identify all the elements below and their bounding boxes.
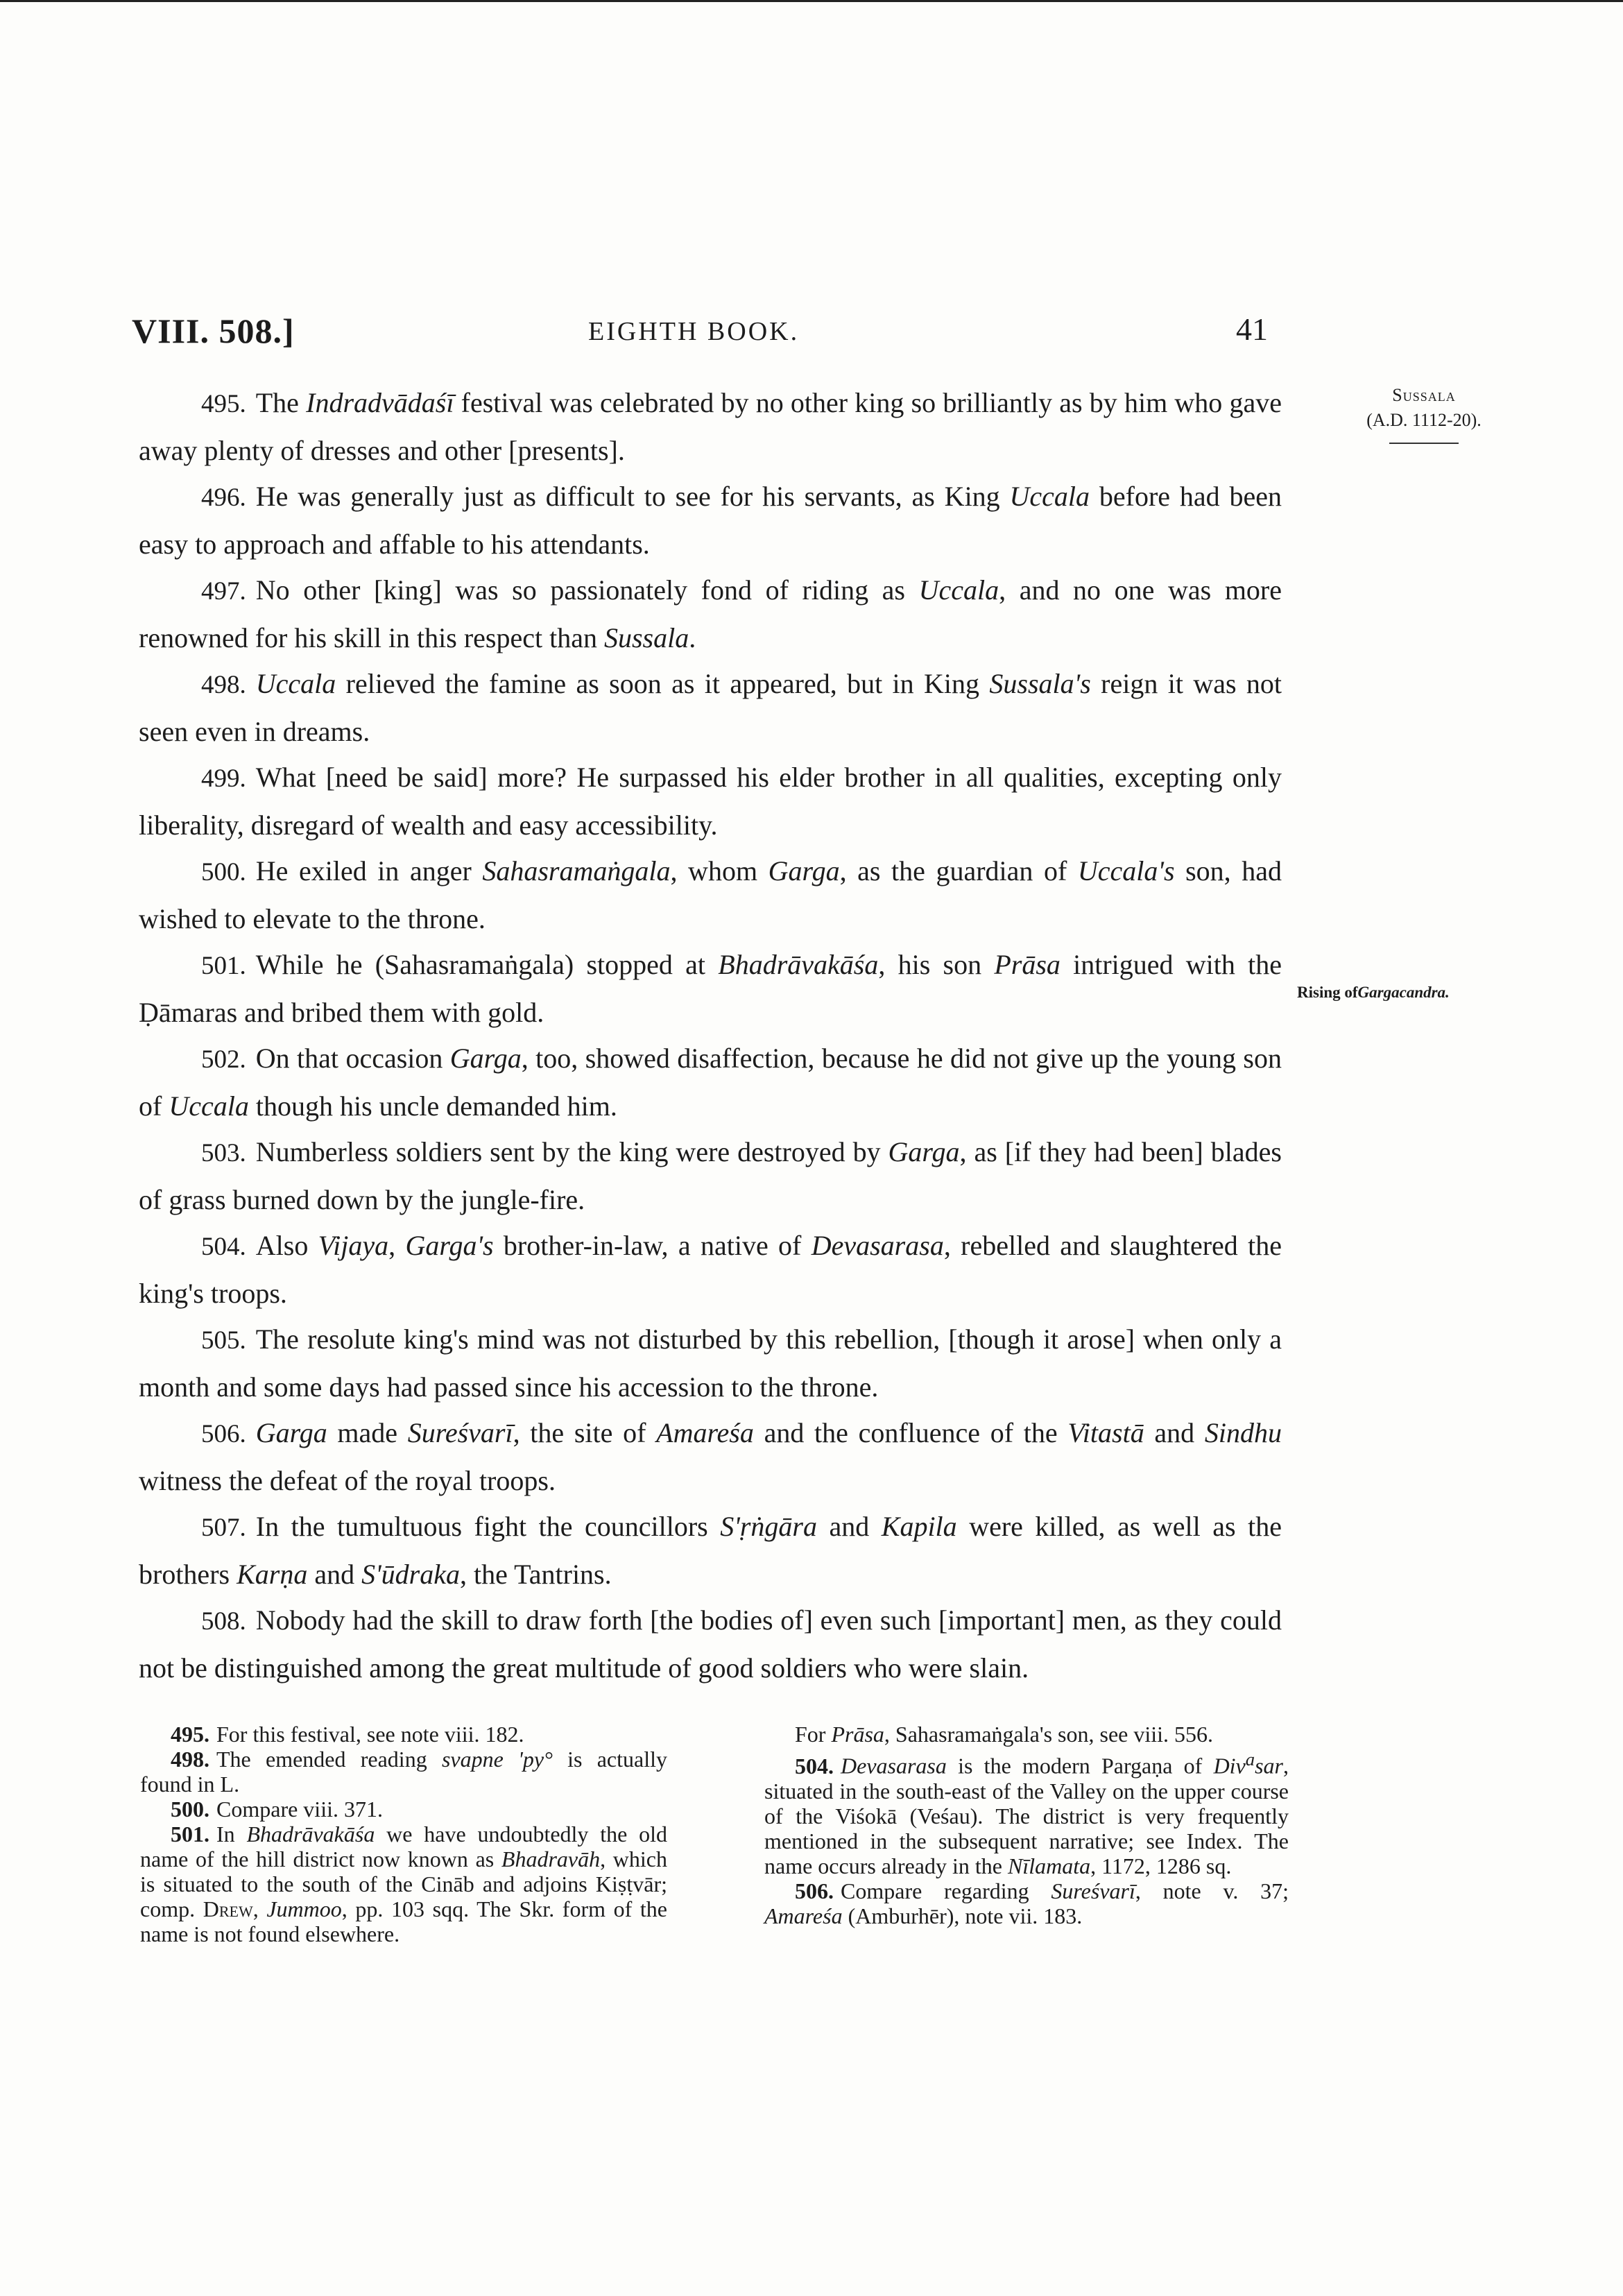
verse-497: 497. No other [king] was so passionately fond of riding as Uccala, and no one was more renowned for his skill in this respect than Sussala. [139,574,1282,653]
margin-reign-name: Sussala [1392,385,1456,405]
verse-501: 501. While he (Sahasramaṅgala) stopped at Bhadrāvakāśa, his son Prāsa intrigued with the Ḍāmaras and bribed them with gold. [139,949,1282,1028]
footnote-501-continued: For Prāsa, Sahasramaṅgala's son, see viii. 556. [795,1722,1214,1747]
footnote-495: 495. For this festival, see note viii. 182. [171,1722,524,1747]
page-top-edge [0,0,1623,2]
margin-note-rising [1297,984,1533,1002]
header-section-ref: VIII. 508.] [132,311,295,350]
margin-rule [1389,443,1459,444]
verse-502: 502. On that occasion Garga, too, showed disaffection, because he did not give up the young son of Uccala though his uncle demanded him. [139,1043,1282,1122]
verse-506: 506. Garga made Sureśvarī, the site of Amareśa and the confluence of the Vitastā and Sindhu witness the defeat of the royal troops. [139,1417,1282,1496]
footnote-506: 506. Compare regarding Sureśvarī, note v. 37; Amareśa (Amburhēr), note vii. 183. [764,1878,1289,1928]
running-header [0,311,1623,352]
margin-rising-prefix: Rising of [1297,984,1358,1001]
verse-503: 503. Numberless soldiers sent by the king were destroyed by Garga, as [if they had been] blades of grass burned down by the jungle-fire. [139,1136,1282,1215]
footnote-500: 500. Compare viii. 371. [171,1797,383,1822]
verse-496: 496. He was generally just as difficult to see for his servants, as King Uccala before had been easy to approach and affable to his attendants. [139,481,1282,560]
margin-note-reign [1347,383,1501,444]
footnote-501: 501. In Bhadrāvakāśa we have undoubtedly the old name of the hill district now known as Bhadravāh, which is situated to the south of the Cināb and adjoins Kiṣṭvār; comp. Drew, Jummoo, pp. 103 sqq. The Skr. form of the name is not found elsewhere. [140,1822,668,1946]
footnote-504: 504. Devasarasa is the modern Pargaṇa of Div$^a$sar, situated in the south-east of the Valley on the upper course of the Viśokā (Veśau). The district is very frequently mentioned in the subsequent narrative; see Index. The name occurs already in the Nīlamata, 1172, 1286 sq. [764,1749,1289,1878]
verse-498: 498. Uccala relieved the famine as soon as it appeared, but in King Sussala's reign it was not seen even in dreams. [139,668,1282,747]
margin-reign-dates: (A.D. 1112-20). [1366,410,1482,430]
verse-504: 504. Also Vijaya, Garga's brother-in-law, a native of Devasarasa, rebelled and slaughtered the king's troops. [139,1230,1282,1309]
main-text [139,380,1282,1691]
verse-507: 507. In the tumultuous fight the councillors S'ṛṅgāra and Kapila were killed, as well as the brothers Karṇa and S'ūdraka, the Tantrins. [139,1511,1282,1590]
page-number: 41 [1236,311,1268,347]
verse-500: 500. He exiled in anger Sahasramaṅgala, whom Garga, as the guardian of Uccala's son, had wished to elevate to the throne. [139,855,1282,934]
verse-499: 499. What [need be said] more? He surpassed his elder brother in all qualities, excepting only liberality, disregard of wealth and easy accessibility. [139,762,1282,841]
verse-505: 505. The resolute king's mind was not disturbed by this rebellion, [though it arose] when only a month and some days had passed since his accession to the throne. [139,1323,1282,1403]
verse-508: 508. Nobody had the skill to draw forth [the bodies of] even such [important] men, as they could not be distinguished among the great multitude of good soldiers who were slain. [139,1604,1282,1684]
verse-495: 495. The Indradvādaśī festival was celebrated by no other king so brilliantly as by him who gave away plenty of dresses and other [presents]. [139,387,1282,466]
header-book-title: EIGHTH BOOK. [588,317,800,346]
footnotes-left-column [140,1722,667,1946]
margin-rising-name: Gargacandra. [1357,984,1450,1001]
footnote-498: 498. The emended reading svapne 'py° is actually found in L. [140,1747,668,1797]
footnotes-right-column [764,1722,1289,1928]
